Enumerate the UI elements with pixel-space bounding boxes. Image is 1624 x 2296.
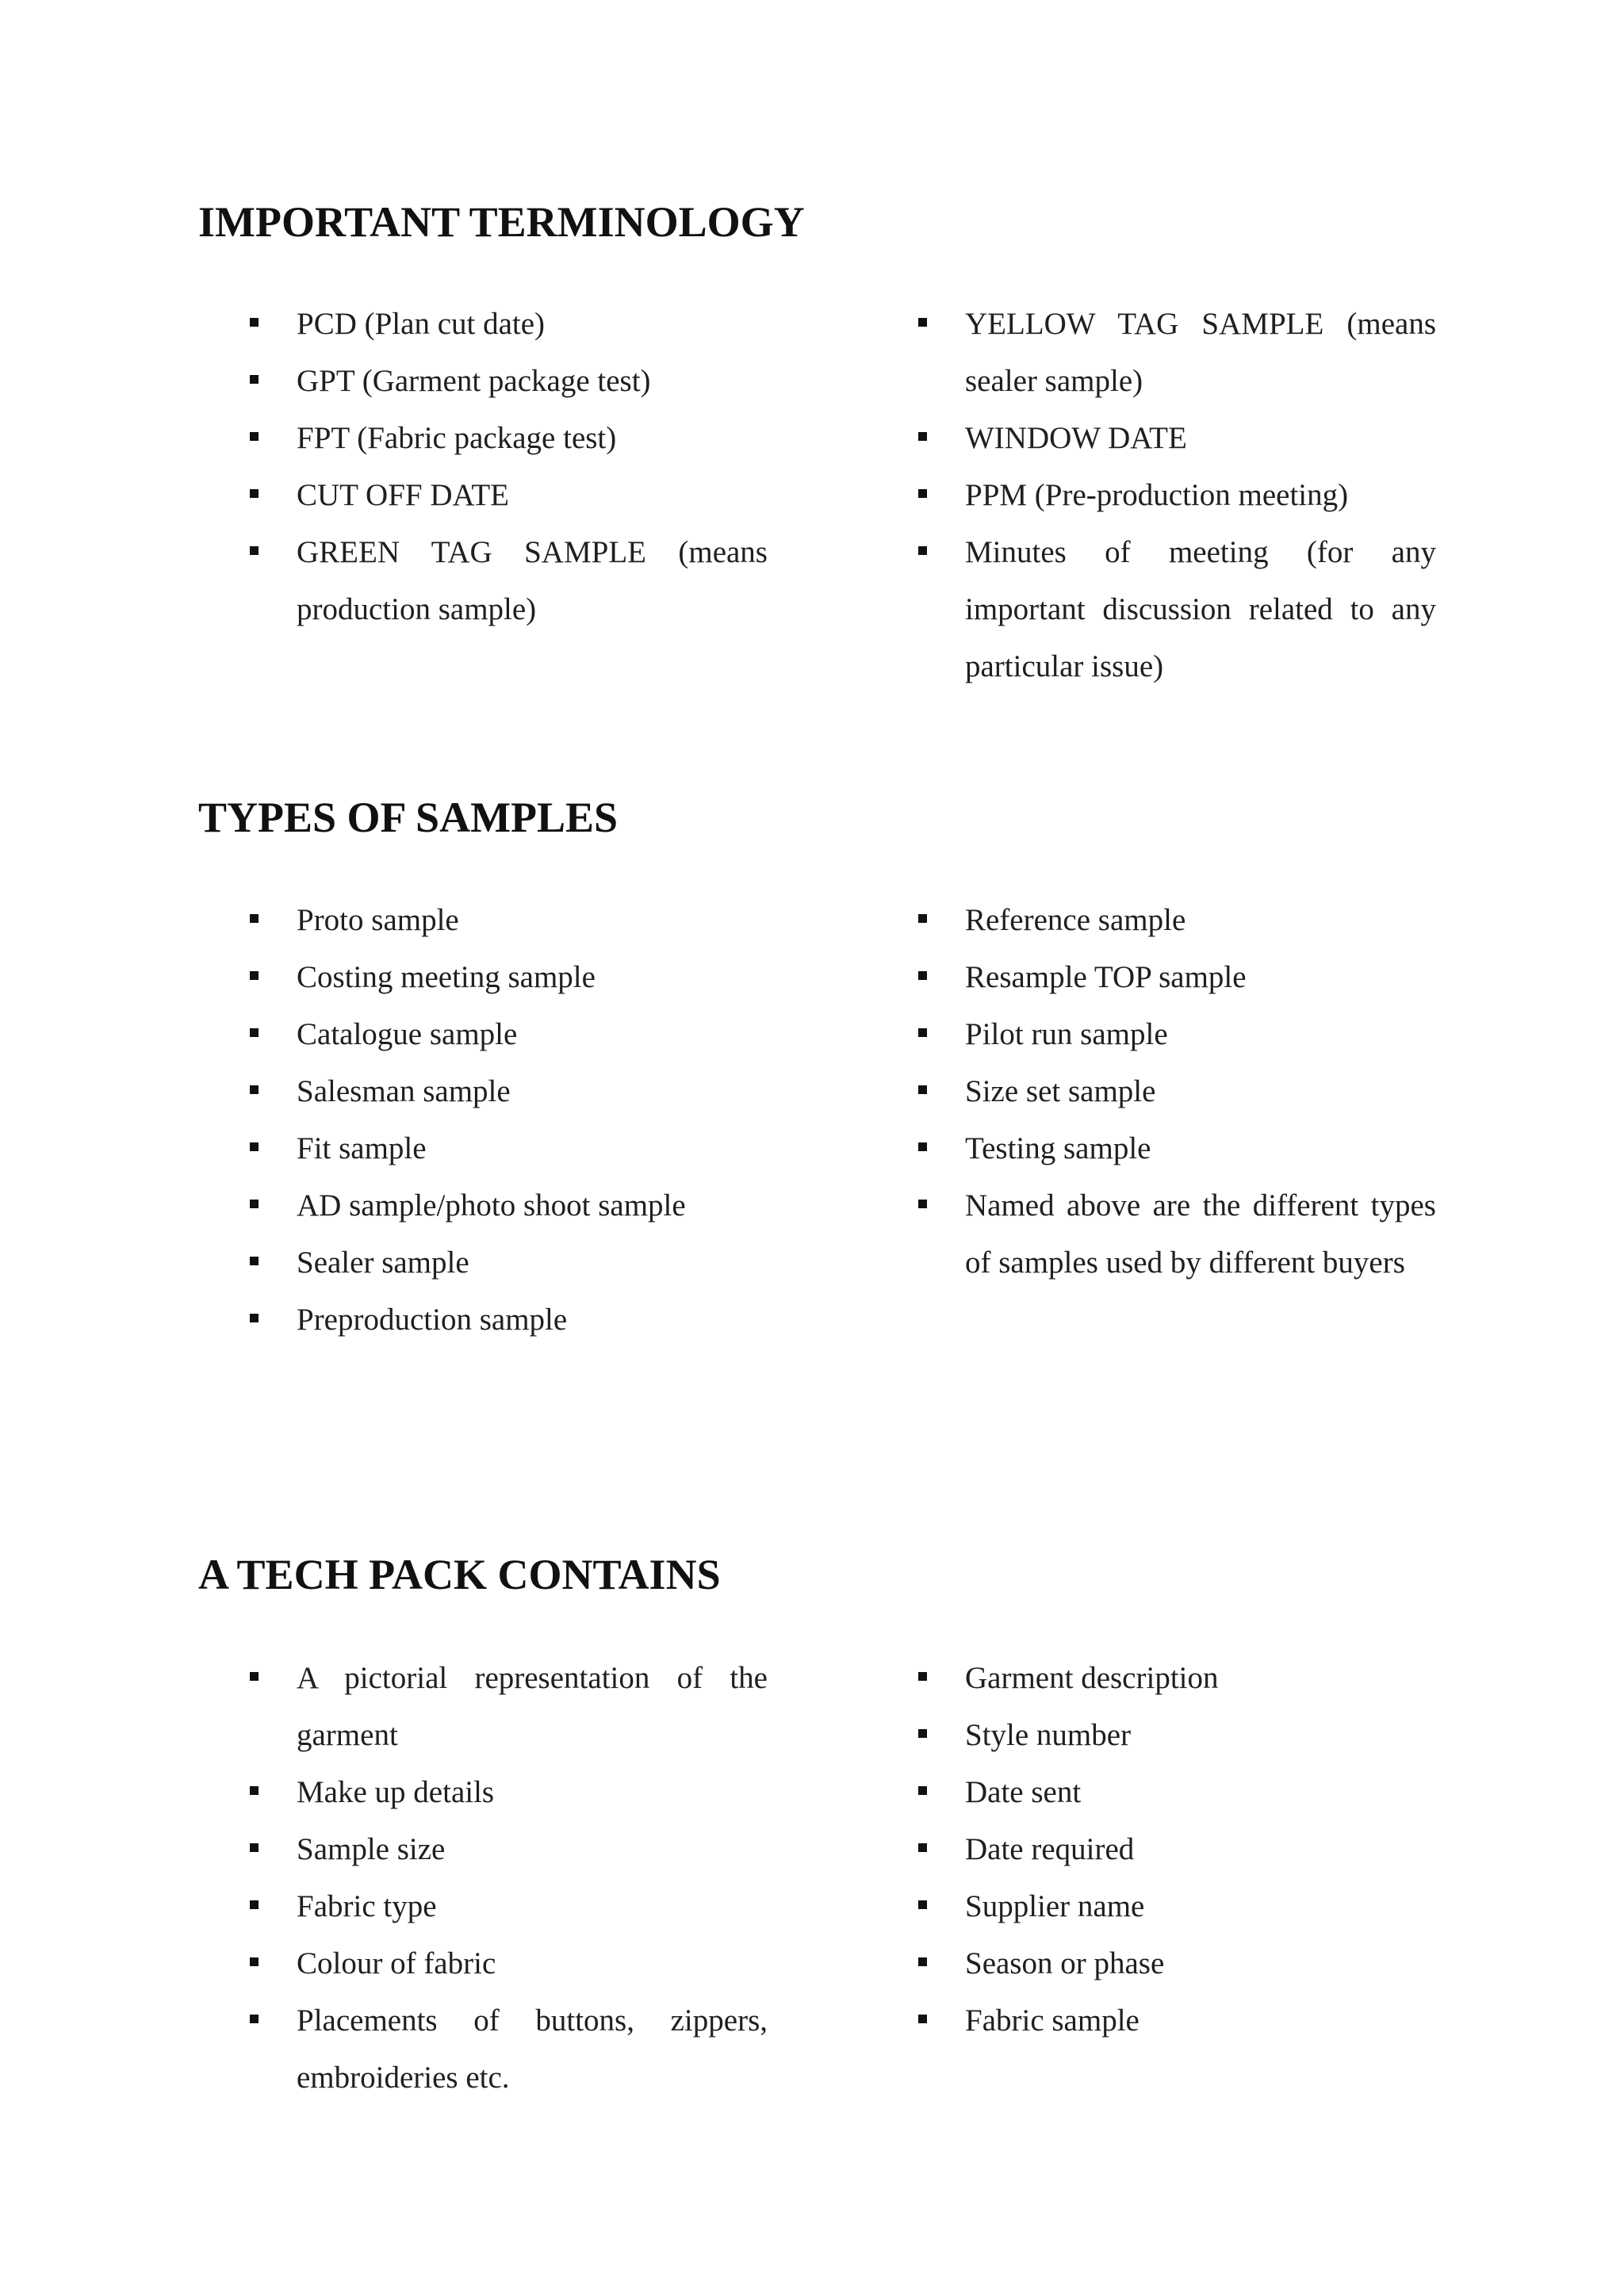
square-bullet-icon (918, 1200, 927, 1208)
list-item: PCD (Plan cut date) (297, 296, 768, 353)
list-item: Garment description (965, 1650, 1436, 1707)
samples-list-right (965, 892, 1436, 1292)
square-bullet-icon (250, 1314, 259, 1322)
list-item: Named above are the different types of samples used by different buyers (965, 1177, 1436, 1292)
square-bullet-icon (918, 1672, 927, 1681)
square-bullet-icon (250, 1843, 259, 1852)
tech-pack-list-left (297, 1650, 768, 2107)
list-item: Supplier name (965, 1878, 1436, 1935)
square-bullet-icon (918, 318, 927, 327)
list-item: Fabric sample (965, 1992, 1436, 2049)
list-item: Catalogue sample (297, 1006, 768, 1063)
section-title-terminology: IMPORTANT TERMINOLOGY (198, 198, 805, 246)
square-bullet-icon (250, 1900, 259, 1909)
square-bullet-icon (250, 1028, 259, 1037)
list-item: WINDOW DATE (965, 410, 1436, 467)
list-item: Costing meeting sample (297, 949, 768, 1006)
list-item: Sealer sample (297, 1234, 768, 1292)
list-item: AD sample/photo shoot sample (297, 1177, 768, 1234)
section-title-tech-pack: A TECH PACK CONTAINS (198, 1551, 721, 1598)
square-bullet-icon (918, 432, 927, 441)
list-item: FPT (Fabric package test) (297, 410, 768, 467)
list-item: Date sent (965, 1764, 1436, 1821)
list-item: Pilot run sample (965, 1006, 1436, 1063)
tech-pack-list-right (965, 1650, 1436, 2049)
list-item: Sample size (297, 1821, 768, 1878)
square-bullet-icon (250, 1257, 259, 1265)
list-item: Placements of buttons, zippers, embroideries etc. (297, 1992, 768, 2107)
square-bullet-icon (918, 1900, 927, 1909)
square-bullet-icon (918, 1028, 927, 1037)
square-bullet-icon (918, 1786, 927, 1795)
square-bullet-icon (250, 432, 259, 441)
list-item: Size set sample (965, 1063, 1436, 1120)
samples-list-left (297, 892, 768, 1349)
square-bullet-icon (250, 375, 259, 384)
square-bullet-icon (250, 1200, 259, 1208)
list-item: Minutes of meeting (for any important discussion related to any particular issue) (965, 524, 1436, 695)
list-item: Testing sample (965, 1120, 1436, 1177)
square-bullet-icon (918, 1142, 927, 1151)
list-item: Fabric type (297, 1878, 768, 1935)
square-bullet-icon (918, 1085, 927, 1094)
list-item: Salesman sample (297, 1063, 768, 1120)
square-bullet-icon (250, 2015, 259, 2023)
square-bullet-icon (918, 1729, 927, 1738)
square-bullet-icon (918, 489, 927, 498)
list-item: Style number (965, 1707, 1436, 1764)
square-bullet-icon (918, 1843, 927, 1852)
square-bullet-icon (250, 1786, 259, 1795)
square-bullet-icon (918, 914, 927, 923)
list-item: A pictorial representation of the garment (297, 1650, 768, 1764)
list-item: Resample TOP sample (965, 949, 1436, 1006)
square-bullet-icon (250, 318, 259, 327)
section-title-types-of-samples: TYPES OF SAMPLES (198, 794, 619, 841)
list-item: Reference sample (965, 892, 1436, 949)
list-item: Date required (965, 1821, 1436, 1878)
square-bullet-icon (250, 1085, 259, 1094)
list-item: Proto sample (297, 892, 768, 949)
square-bullet-icon (250, 1672, 259, 1681)
list-item: GREEN TAG SAMPLE (means production sample) (297, 524, 768, 638)
list-item: GPT (Garment package test) (297, 353, 768, 410)
square-bullet-icon (250, 546, 259, 555)
square-bullet-icon (918, 2015, 927, 2023)
list-item: Fit sample (297, 1120, 768, 1177)
list-item: Season or phase (965, 1935, 1436, 1992)
list-item: YELLOW TAG SAMPLE (means sealer sample) (965, 296, 1436, 410)
square-bullet-icon (250, 971, 259, 980)
square-bullet-icon (918, 546, 927, 555)
list-item: Make up details (297, 1764, 768, 1821)
square-bullet-icon (250, 914, 259, 923)
square-bullet-icon (250, 1957, 259, 1966)
square-bullet-icon (250, 1142, 259, 1151)
list-item: CUT OFF DATE (297, 467, 768, 524)
square-bullet-icon (918, 1957, 927, 1966)
list-item: Colour of fabric (297, 1935, 768, 1992)
square-bullet-icon (918, 971, 927, 980)
terminology-list-right (965, 296, 1436, 695)
square-bullet-icon (250, 489, 259, 498)
list-item: PPM (Pre-production meeting) (965, 467, 1436, 524)
terminology-list-left (297, 296, 768, 638)
list-item: Preproduction sample (297, 1292, 768, 1349)
